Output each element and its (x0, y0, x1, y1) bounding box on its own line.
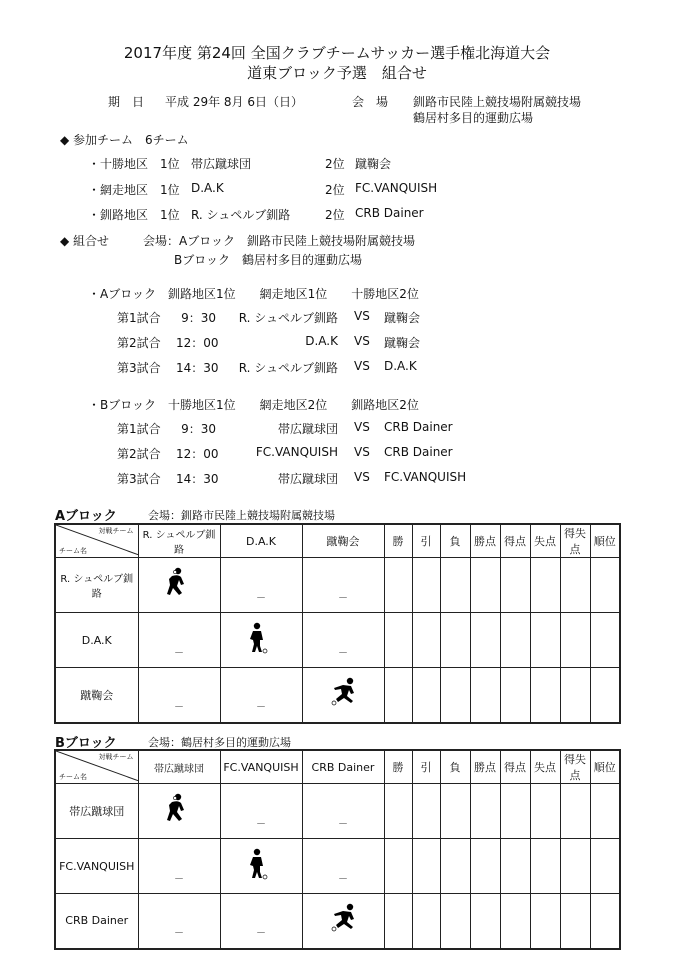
stat-cell (500, 839, 530, 894)
corner-team-label: チーム名 (59, 547, 87, 555)
opponent-header: FC.VANQUISH (220, 750, 302, 784)
team-row-region: ・網走地区 (88, 183, 149, 197)
stat-cell (384, 894, 412, 949)
result-cell (220, 668, 302, 723)
result-cell (138, 613, 220, 668)
team-row-r2: 2位 (325, 157, 345, 171)
corner-opponent-label: 対戦チーム (98, 527, 134, 535)
match-home: R. シュペルブ釧路 (238, 311, 338, 325)
stat-header: 得点 (500, 524, 530, 558)
result-cell (302, 839, 384, 894)
team-row-t2: 蹴鞠会 (355, 157, 392, 171)
stat-cell (530, 558, 560, 613)
team-name-cell: 帯広蹴球団 (55, 784, 138, 839)
match-home: 帯広蹴球団 (277, 422, 338, 436)
stat-cell (590, 668, 620, 723)
stat-header: 得失点 (560, 524, 590, 558)
stat-header: 勝点 (470, 750, 500, 784)
match-vs: VS (354, 445, 370, 459)
result-cell (302, 784, 384, 839)
dash-mark: － (174, 647, 184, 659)
stat-cell (530, 668, 560, 723)
match-time: 12：00 (176, 336, 219, 350)
stat-cell (560, 668, 590, 723)
stat-cell (470, 894, 500, 949)
stat-cell (412, 613, 440, 668)
match-time: 9：30 (181, 422, 216, 436)
stat-cell (500, 894, 530, 949)
corner-cell (55, 750, 138, 784)
match-label: 第1試合 (117, 311, 161, 325)
result-cell (220, 784, 302, 839)
team-row-t1: 帯広蹴球団 (191, 157, 252, 171)
stat-header: 失点 (530, 750, 560, 784)
standings-table-b (54, 749, 621, 950)
stat-cell (470, 613, 500, 668)
dash-mark: － (338, 592, 348, 604)
block-b-heading: ・Bブロック 十勝地区1位 網走地区2位 釧路地区2位 (88, 398, 419, 412)
team-row-r1: 1位 (160, 157, 180, 171)
standings-table-a (54, 523, 621, 724)
opponent-header: CRB Dainer (302, 750, 384, 784)
match-time: 14：30 (176, 472, 219, 486)
result-cell (138, 894, 220, 949)
self-match-cell (138, 558, 220, 613)
table-a-title: Aブロック (55, 509, 117, 524)
stat-cell (440, 613, 470, 668)
dash-mark: － (256, 928, 266, 940)
stat-cell (470, 784, 500, 839)
match-label: 第3試合 (117, 472, 161, 486)
match-home: R. シュペルブ釧路 (238, 361, 338, 375)
match-away: 蹴鞠会 (384, 311, 421, 325)
corner-opponent-label: 対戦チーム (98, 753, 134, 761)
table-row (55, 839, 620, 894)
opponent-header: D.A.K (220, 524, 302, 558)
self-match-cell (302, 668, 384, 723)
stat-cell (470, 839, 500, 894)
stat-header: 勝 (384, 750, 412, 784)
result-cell (138, 839, 220, 894)
match-away: CRB Dainer (384, 420, 453, 434)
table-row (55, 558, 620, 613)
stat-cell (560, 839, 590, 894)
stat-cell (530, 784, 560, 839)
dash-mark: － (256, 592, 266, 604)
page-title: 2017年度 第24回 全国クラブチームサッカー選手権北海道大会 (123, 44, 551, 62)
dash-mark: － (174, 928, 184, 940)
result-cell (302, 558, 384, 613)
combo-heading: ◆ 組合せ (60, 234, 110, 248)
team-row-t2: FC.VANQUISH (355, 181, 438, 195)
match-time: 9：30 (181, 311, 216, 325)
corner-team-label: チーム名 (59, 773, 87, 781)
team-row-r1: 1位 (160, 183, 180, 197)
page-subtitle: 道東ブロック予選 組合せ (247, 64, 427, 82)
combo-venue-a: 会場：Aブロック 釧路市民陸上競技場附属競技場 (143, 234, 415, 248)
match-label: 第2試合 (117, 336, 161, 350)
match-time: 14：30 (176, 361, 219, 375)
stat-header: 失点 (530, 524, 560, 558)
dash-mark: － (338, 818, 348, 830)
stat-cell (470, 668, 500, 723)
dash-mark: － (338, 873, 348, 885)
teams-heading: ◆ 参加チーム 6チーム (60, 133, 189, 147)
venue-2: 鶴居村多目的運動広場 (413, 111, 534, 125)
stat-header: 得失点 (560, 750, 590, 784)
date-label: 期 日 (108, 95, 145, 109)
stat-cell (384, 613, 412, 668)
soccer-player-icon (328, 902, 358, 936)
stat-cell (590, 558, 620, 613)
result-cell (138, 668, 220, 723)
self-match-cell (302, 894, 384, 949)
dash-mark: － (174, 702, 184, 714)
result-cell (302, 613, 384, 668)
stat-header: 引 (412, 524, 440, 558)
stat-cell (440, 839, 470, 894)
table-a-venue: 会場：釧路市民陸上競技場附属競技場 (148, 509, 335, 522)
dash-mark: － (256, 818, 266, 830)
dash-mark: － (174, 873, 184, 885)
match-home: FC.VANQUISH (255, 445, 338, 459)
match-time: 12：00 (176, 447, 219, 461)
match-vs: VS (354, 470, 370, 484)
table-b-venue: 会場：鶴居村多目的運動広場 (148, 736, 291, 749)
stat-header: 負 (440, 750, 470, 784)
opponent-header: 蹴鞠会 (302, 524, 384, 558)
table-header-row (55, 524, 620, 558)
table-row (55, 668, 620, 723)
stat-cell (412, 894, 440, 949)
team-row-t2: CRB Dainer (355, 206, 424, 220)
opponent-header: 帯広蹴球団 (138, 750, 220, 784)
table-row (55, 613, 620, 668)
self-match-cell (220, 839, 302, 894)
team-row-r2: 2位 (325, 208, 345, 222)
stat-cell (530, 613, 560, 668)
stat-cell (470, 558, 500, 613)
result-cell (220, 894, 302, 949)
stat-cell (590, 784, 620, 839)
corner-cell (55, 524, 138, 558)
stat-cell (412, 839, 440, 894)
stat-cell (440, 668, 470, 723)
stat-header: 順位 (590, 524, 620, 558)
match-home: 帯広蹴球団 (277, 472, 338, 486)
soccer-player-icon (246, 848, 276, 882)
team-row-region: ・十勝地区 (88, 157, 149, 171)
stat-cell (530, 894, 560, 949)
match-away: D.A.K (384, 359, 417, 373)
match-vs: VS (354, 334, 370, 348)
combo-venue-b: Bブロック 鶴居村多目的運動広場 (174, 253, 362, 267)
match-away: CRB Dainer (384, 445, 453, 459)
stat-cell (590, 839, 620, 894)
team-name-cell: FC.VANQUISH (55, 839, 138, 894)
stat-header: 勝点 (470, 524, 500, 558)
stat-cell (590, 894, 620, 949)
stat-cell (384, 668, 412, 723)
soccer-player-icon (246, 622, 276, 656)
dash-mark: － (256, 702, 266, 714)
self-match-cell (138, 784, 220, 839)
venue-label: 会 場 (352, 95, 389, 109)
stat-cell (500, 613, 530, 668)
team-name-cell: R. シュペルブ釧路 (55, 558, 138, 613)
stat-cell (440, 784, 470, 839)
soccer-player-icon (164, 793, 194, 827)
result-cell (220, 558, 302, 613)
team-row-region: ・釧路地区 (88, 208, 149, 222)
stat-header: 勝 (384, 524, 412, 558)
stat-cell (500, 558, 530, 613)
stat-cell (440, 558, 470, 613)
table-header-row (55, 750, 620, 784)
stat-cell (440, 894, 470, 949)
stat-cell (560, 894, 590, 949)
table-row (55, 784, 620, 839)
stat-cell (412, 784, 440, 839)
block-a-heading: ・Aブロック 釧路地区1位 網走地区1位 十勝地区2位 (88, 287, 419, 301)
match-away: FC.VANQUISH (384, 470, 467, 484)
team-name-cell: 蹴鞠会 (55, 668, 138, 723)
match-home: D.A.K (305, 334, 338, 348)
stat-cell (590, 613, 620, 668)
stat-header: 負 (440, 524, 470, 558)
match-away: 蹴鞠会 (384, 336, 421, 350)
stat-cell (560, 558, 590, 613)
stat-cell (384, 558, 412, 613)
stat-header: 引 (412, 750, 440, 784)
stat-cell (384, 784, 412, 839)
stat-cell (412, 668, 440, 723)
table-row (55, 894, 620, 949)
team-row-t1: D.A.K (191, 181, 224, 195)
dash-mark: － (338, 647, 348, 659)
soccer-player-icon (164, 567, 194, 601)
stat-cell (560, 784, 590, 839)
date-value: 平成 29年 8月 6日（日） (165, 95, 303, 109)
team-row-r2: 2位 (325, 183, 345, 197)
opponent-header: R. シュペルブ釧路 (138, 524, 220, 558)
stat-cell (500, 784, 530, 839)
match-label: 第3試合 (117, 361, 161, 375)
stat-cell (384, 839, 412, 894)
team-row-t1: R. シュペルブ釧路 (191, 208, 291, 222)
team-row-r1: 1位 (160, 208, 180, 222)
stat-header: 得点 (500, 750, 530, 784)
stat-cell (500, 668, 530, 723)
match-vs: VS (354, 309, 370, 323)
soccer-player-icon (328, 676, 358, 710)
table-b-title: Bブロック (55, 736, 117, 751)
match-vs: VS (354, 359, 370, 373)
stat-cell (560, 613, 590, 668)
venue-1: 釧路市民陸上競技場附属競技場 (413, 95, 582, 109)
match-label: 第2試合 (117, 447, 161, 461)
match-label: 第1試合 (117, 422, 161, 436)
self-match-cell (220, 613, 302, 668)
stat-header: 順位 (590, 750, 620, 784)
match-vs: VS (354, 420, 370, 434)
stat-cell (530, 839, 560, 894)
team-name-cell: CRB Dainer (55, 894, 138, 949)
team-name-cell: D.A.K (55, 613, 138, 668)
stat-cell (412, 558, 440, 613)
